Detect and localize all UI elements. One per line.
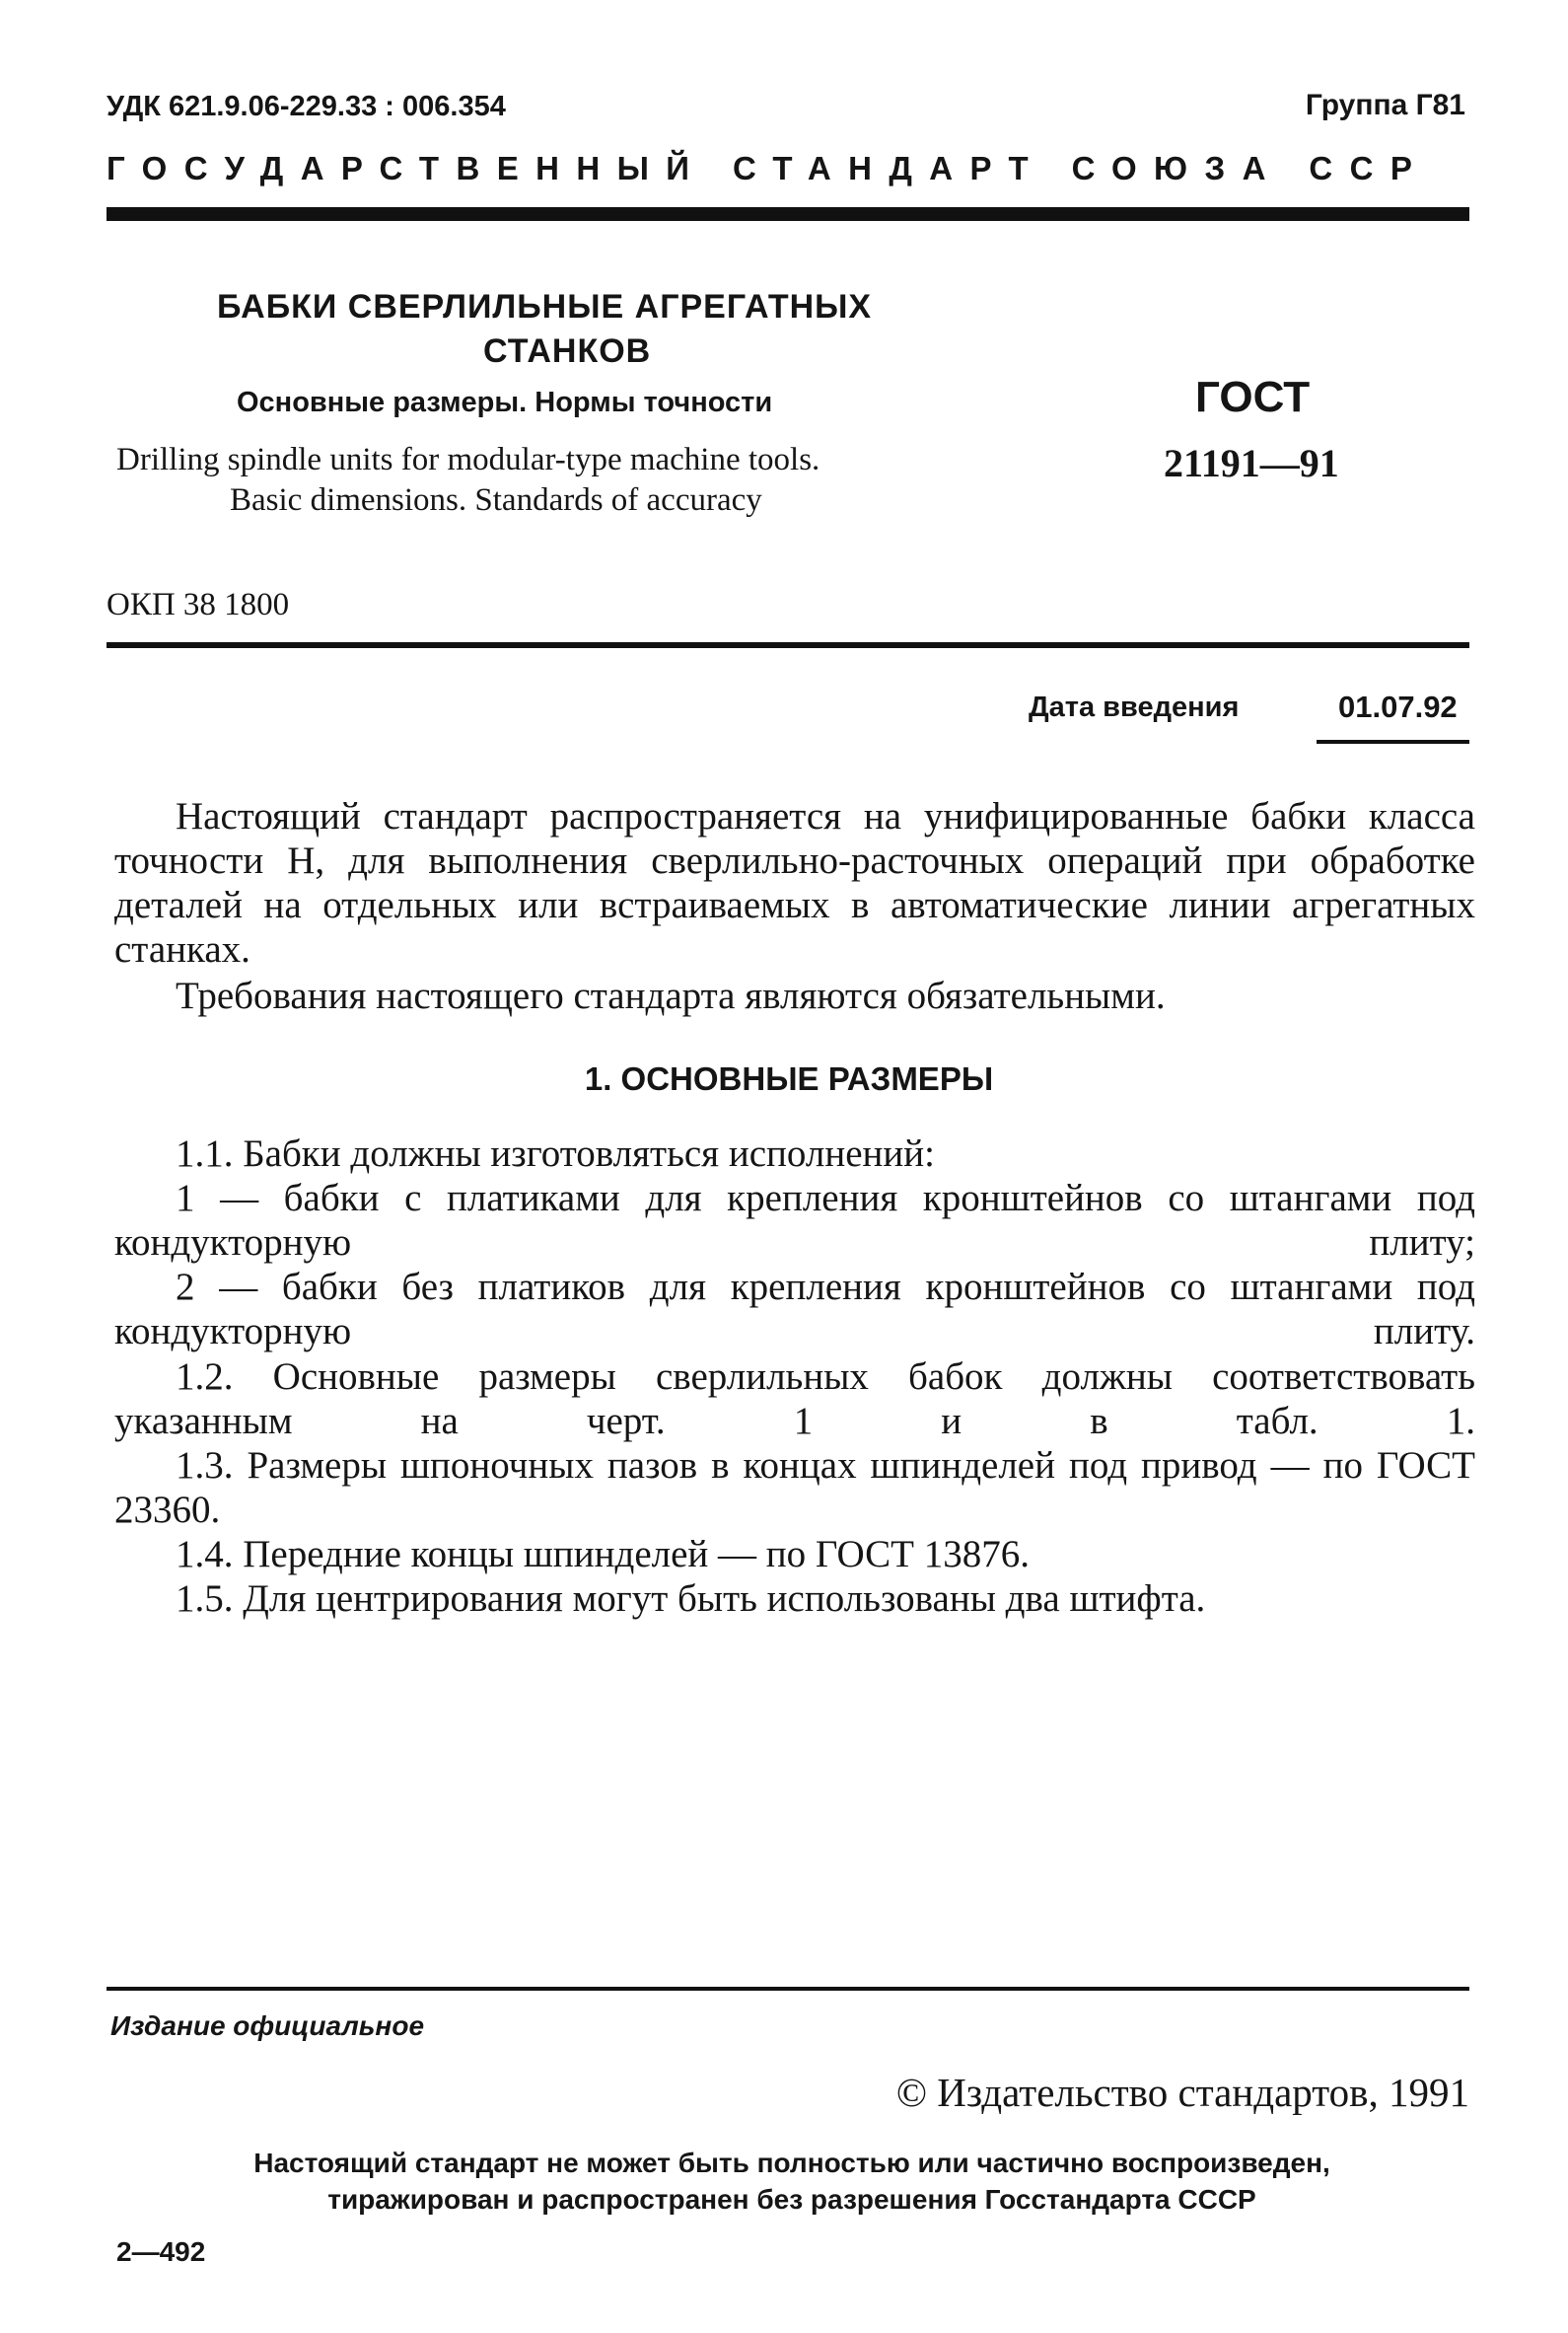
requirement-paragraph: Требования настоящего стандарта являются обязательными. (176, 975, 1166, 1017)
intro-paragraph: Настоящий стандарт распространяется на унифицированные бабки класса точности Н, для выполнения сверлильно-расточных операций при обработке деталей на отдельных или встраиваемых в автоматические линии агрегатных станках. (114, 795, 1475, 971)
edition-label: Издание официальное (110, 2010, 425, 2041)
page-code: 2—492 (116, 2236, 206, 2267)
title-ru-subtitle: Основные размеры. Нормы точности (237, 387, 773, 418)
copyright-notice: © Издательство стандартов, 1991 (895, 2070, 1469, 2115)
item-variant-2: 2 — бабки без платиков для крепления кронштейнов со штангами под кондукторную плиту. (114, 1266, 1475, 1352)
footer-rule (107, 1987, 1469, 1991)
state-standard-banner: ГОСУДАРСТВЕННЫЙ СТАНДАРТ СОЮЗА ССР (107, 150, 1430, 186)
udk-code: УДК 621.9.06-229.33 : 006.354 (107, 91, 506, 122)
reproduction-notice-line2: тиражирован и распространен без разрешения Госстандарта СССР (327, 2184, 1256, 2215)
gost-label: ГОСТ (1195, 373, 1311, 421)
item-1-5: 1.5. Для центрирования могут быть использованы два штифта. (176, 1577, 1206, 1620)
okp-rule (107, 642, 1469, 648)
header-rule (107, 207, 1469, 221)
title-ru-line2: СТАНКОВ (483, 332, 652, 370)
item-1-4: 1.4. Передние концы шпинделей — по ГОСТ 13876. (176, 1533, 1030, 1575)
intro-date-value: 01.07.92 (1338, 690, 1458, 724)
item-1-3: 1.3. Размеры шпоночных пазов в концах шпинделей под привод — по ГОСТ 23360. (114, 1444, 1475, 1531)
gost-number: 21191—91 (1164, 441, 1339, 485)
item-1-2: 1.2. Основные размеры сверлильных бабок должны соответствовать указанным на черт. 1 и в табл. 1. (114, 1355, 1475, 1442)
title-en-line1: Drilling spindle units for modular-type machine tools. (116, 442, 820, 477)
intro-date-label: Дата введения (1029, 692, 1240, 723)
section-title: 1. ОСНОВНЫЕ РАЗМЕРЫ (584, 1060, 994, 1097)
title-ru-line1: БАБКИ СВЕРЛИЛЬНЫЕ АГРЕГАТНЫХ (217, 288, 873, 326)
group-code: Группа Г81 (1305, 89, 1465, 121)
okp-code: ОКП 38 1800 (107, 587, 290, 622)
intro-date-underline (1317, 740, 1469, 744)
item-1-1: 1.1. Бабки должны изготовляться исполнений: (176, 1132, 936, 1175)
item-variant-1: 1 — бабки с платиками для крепления кронштейнов со штангами под кондукторную плиту; (114, 1177, 1475, 1264)
title-en-line2: Basic dimensions. Standards of accuracy (230, 482, 762, 518)
reproduction-notice-line1: Настоящий стандарт не может быть полностью или частично воспроизведен, (253, 2148, 1330, 2178)
